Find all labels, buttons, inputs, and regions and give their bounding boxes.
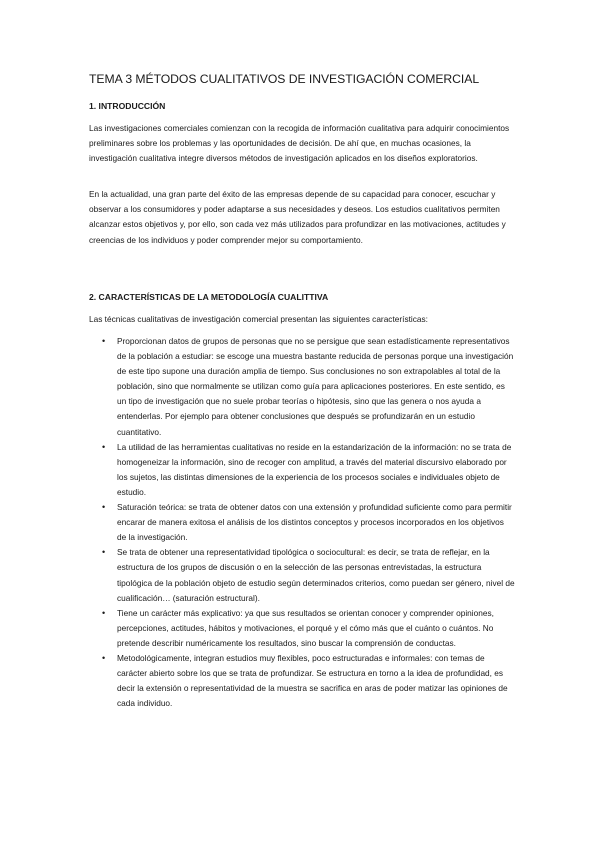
list-item-text: Saturación teórica: se trata de obtener datos con una extensión y profundidad suficiente como para permitir encarar de manera exitosa el análisis de los distintos conceptos y procesos incorporados en los objetivos de la investigación. — [117, 502, 512, 543]
bullet-icon: • — [102, 652, 106, 663]
list-item-text: La utilidad de las herramientas cualitativas no reside en la estandarización de la información: no se trata de homogeneizar la información, sino de recoger con amplitud, a través del material discursivo elaborado por los sujetos, las distintas dimensiones de la experiencia de los procesos sociales e individuales objeto de estudio. — [117, 441, 512, 497]
bullet-icon: • — [102, 502, 106, 513]
document-title: TEMA 3 MÉTODOS CUALITATIVOS DE INVESTIGACIÓN COMERCIAL — [89, 72, 480, 86]
bullet-icon: • — [102, 547, 106, 558]
list-item — [89, 440, 515, 500]
list-item-text: Se trata de obtener una representatividad tipológica o sociocultural: es decir, se trata de reflejar, en la estructura de los grupos de discusión o en la selección de las personas entrevistadas, la estructura tipológica de la población objeto de estudio según determinados criterios, como puedan ser género, nivel de cualificación… (saturación estructural). — [117, 547, 515, 603]
section-heading-introduccion: 1. INTRODUCCIÓN — [89, 101, 166, 111]
list-item-text: Tiene un carácter más explicativo: ya que sus resultados se orientan conocer y comprender opiniones, percepciones, actitudes, hábitos y motivaciones, el porqué y el cómo más que el cuánto o cuántos. No pretende describir numéricamente los resultados, sino buscar la comprensión de conductas. — [117, 607, 494, 648]
bullet-icon: • — [102, 607, 106, 618]
bullet-icon: • — [102, 441, 106, 452]
bullet-icon: • — [102, 336, 106, 346]
section-heading-caracteristicas: 2. CARACTERÍSTICAS DE LA METODOLOGÍA CUALITTIVA — [89, 292, 329, 302]
paragraph: Las investigaciones comerciales comienzan con la recogida de información cualitativa para adquirir conocimientos preliminares sobre los problemas y las oportunidades de decisión. De ahí que, en muchas ocasiones, la investigación cualitativa integre diversos métodos de investigación aplicados en los diseños exploratorios. — [89, 123, 510, 164]
section-intro: Las técnicas cualitativas de investigación comercial presentan las siguientes características: — [89, 314, 428, 324]
list-item-text: Metodológicamente, integran estudios muy flexibles, poco estructuradas e informales: con temas de carácter abierto sobre los que se trata de profundizar. Se estructura en torno a la idea de profundidad, es decir la extensión o representatividad de la muestra se sacrifica en aras de poder matizar las opiniones de cada individuo. — [117, 652, 508, 709]
paragraph: En la actualidad, una gran parte del éxito de las empresas depende de su capacidad para conocer, escuchar y observar a los consumidores y poder adaptarse a sus necesidades y deseos. Los estudios cualitativos permiten alcanzar estos objetivos y, por ello, son cada vez más utilizados para profundizar en las motivaciones, actitudes y creencias de los individuos y poder comprender mejor su comportamiento. — [89, 189, 506, 245]
list-item — [89, 545, 515, 605]
list-item — [89, 606, 515, 651]
list-item — [89, 334, 515, 440]
characteristics-list — [89, 334, 515, 711]
list-item — [89, 500, 515, 545]
list-item-text: Proporcionan datos de grupos de personas que no se persigue que sean estadísticamente representativos de la población a estudiar: se escoge una muestra bastante reducida de personas porque una investigación de este tipo supone una duración amplia de tiempo. Sus conclusiones no son extrapolables al total de la población, sino que normalmente se utilizan como guía para aplicaciones posteriores. En este sentido, es un tipo de investigación que no suele probar teorías o hipótesis, sino que las genera o nos ayuda a entenderlas. Por ejemplo para obtener conclusiones que después se profundizarán en un estudio cuantitativo. — [117, 336, 514, 437]
list-item — [89, 651, 515, 711]
